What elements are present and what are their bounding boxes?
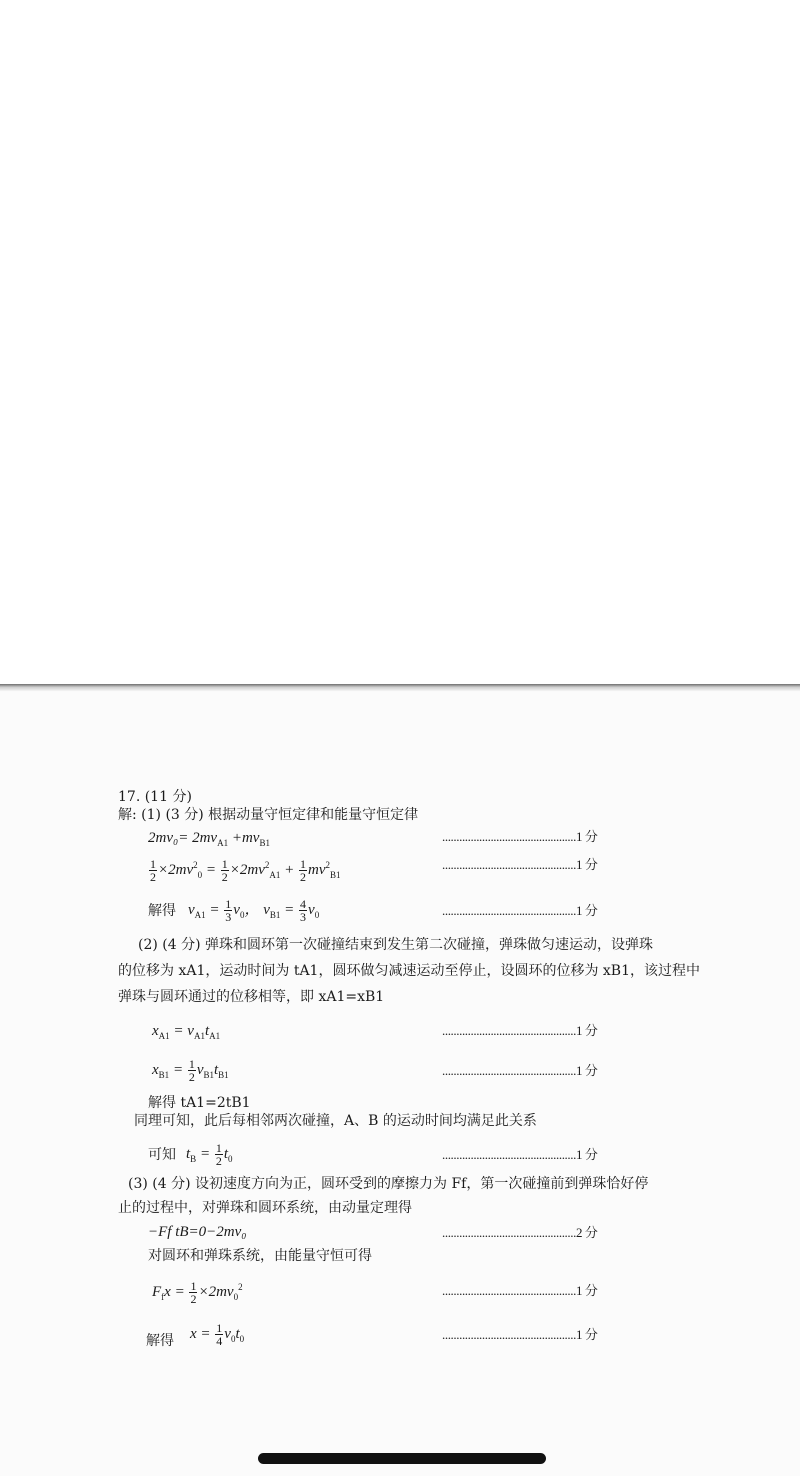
- part3-score-1: ...............................................2 分: [442, 1225, 598, 1240]
- part2-score-3: ...............................................1 分: [442, 1147, 598, 1162]
- part1-eq1-text: 2mv₀= 2mv: [148, 830, 218, 846]
- part3-solution: x = $\frac{1}{4}$ $v_0t_0$: [190, 1321, 245, 1348]
- part2-line-1: (2) (4 分) 弹珠和圆环第一次碰撞结束到发生第二次碰撞，弹珠做匀速运动，设弹珠: [138, 937, 654, 953]
- part2-score-1: ...............................................1 分: [442, 1023, 598, 1038]
- problem-number: 17. (11 分): [118, 789, 192, 805]
- part3-line-2: 止的过程中，对弹珠和圆环系统，由动量定理得: [118, 1200, 412, 1216]
- part1-score-3: ...............................................1 分: [442, 903, 598, 918]
- part1-score-1: ...............................................1 分: [442, 829, 598, 844]
- part2-eqB-var: x: [152, 1061, 159, 1078]
- part1-intro: 解: (1) (3 分) 根据动量守恒定律和能量守恒定律: [118, 807, 419, 823]
- blank-page-area: [0, 0, 800, 684]
- part1-eq2-end: mv: [308, 862, 326, 878]
- part2-line-2: 的位移为 xA1，运动时间为 tA1，圆环做匀减速运动至停止，设圆环的位移为 xB1，该过程中: [118, 963, 700, 979]
- part1-momentum-equation: [148, 829, 270, 852]
- part3-line-1: (3) (4 分) 设初速度方向为正，圆环受到的摩擦力为 Ff，第一次碰撞前到弹珠恰好停: [128, 1176, 649, 1192]
- part1-eq1-sub-a: A1: [217, 838, 229, 848]
- part1-eq2-pre: ×2mv: [158, 862, 194, 878]
- paper-fold-edge: [0, 684, 800, 692]
- part3-score-3: ...............................................1 分: [442, 1327, 598, 1342]
- part2-line-3: 弹珠与圆环通过的位移相等，即 xA1=xB1: [118, 989, 385, 1005]
- part2-solve: 解得 tA1=2tB1: [148, 1095, 251, 1111]
- part1-solve-label: 解得: [148, 903, 176, 919]
- part1-solution: $v_{A1}$ = $\frac{1}{3}$ $v_0$， $v_{B1}$ = $\frac{4}{3}$ $v_0$: [188, 897, 320, 924]
- part2-tb-equation: $t_B$ = $\frac{1}{2}$ $t_0$: [186, 1141, 233, 1168]
- part1-eq2-mid: ×2mv: [229, 862, 265, 878]
- part2-eq-xa1: $x_{A1} = v_{A1}t_{A1}$: [152, 1023, 221, 1041]
- part1-score-2: ...............................................1 分: [442, 857, 598, 872]
- part1-solve-va: v: [188, 901, 195, 918]
- part3-energy-equation: $F_fx$ = $\frac{1}{2}$ $\times 2mv_0^2$: [152, 1279, 243, 1307]
- part3-solve-label: 解得: [146, 1333, 174, 1349]
- part3-momentum-theorem: −Ff tB=0−2mv₀: [148, 1224, 247, 1240]
- part1-eq1-mid: +mv: [228, 830, 260, 846]
- part3-energy-note: 对圆环和弹珠系统，由能量守恒可得: [148, 1248, 372, 1264]
- part1-solve-vb: v: [263, 901, 270, 918]
- part1-energy-equation: $\frac{1}{2}$ $\times 2mv^2_0$ = $\frac{1}{2}$ $\times 2mv^2_{A1}$ + $\frac{1}{2}$ $mv^2_{B1}$: [150, 857, 341, 885]
- part2-know-label: 可知: [148, 1147, 176, 1163]
- part1-eq1-sub-b: B1: [259, 838, 270, 848]
- part2-eq-xb1: $x_{B1}$ = $\frac{1}{2}$ $v_{B1}t_{B1}$: [152, 1057, 229, 1084]
- home-indicator-bar[interactable]: [258, 1453, 546, 1464]
- part2-eqA-var: x: [152, 1023, 159, 1039]
- part2-score-2: ...............................................1 分: [442, 1063, 598, 1078]
- part3-score-2: ...............................................1 分: [442, 1283, 598, 1298]
- part2-same-note: 同理可知，此后每相邻两次碰撞，A、B 的运动时间均满足此关系: [134, 1113, 537, 1129]
